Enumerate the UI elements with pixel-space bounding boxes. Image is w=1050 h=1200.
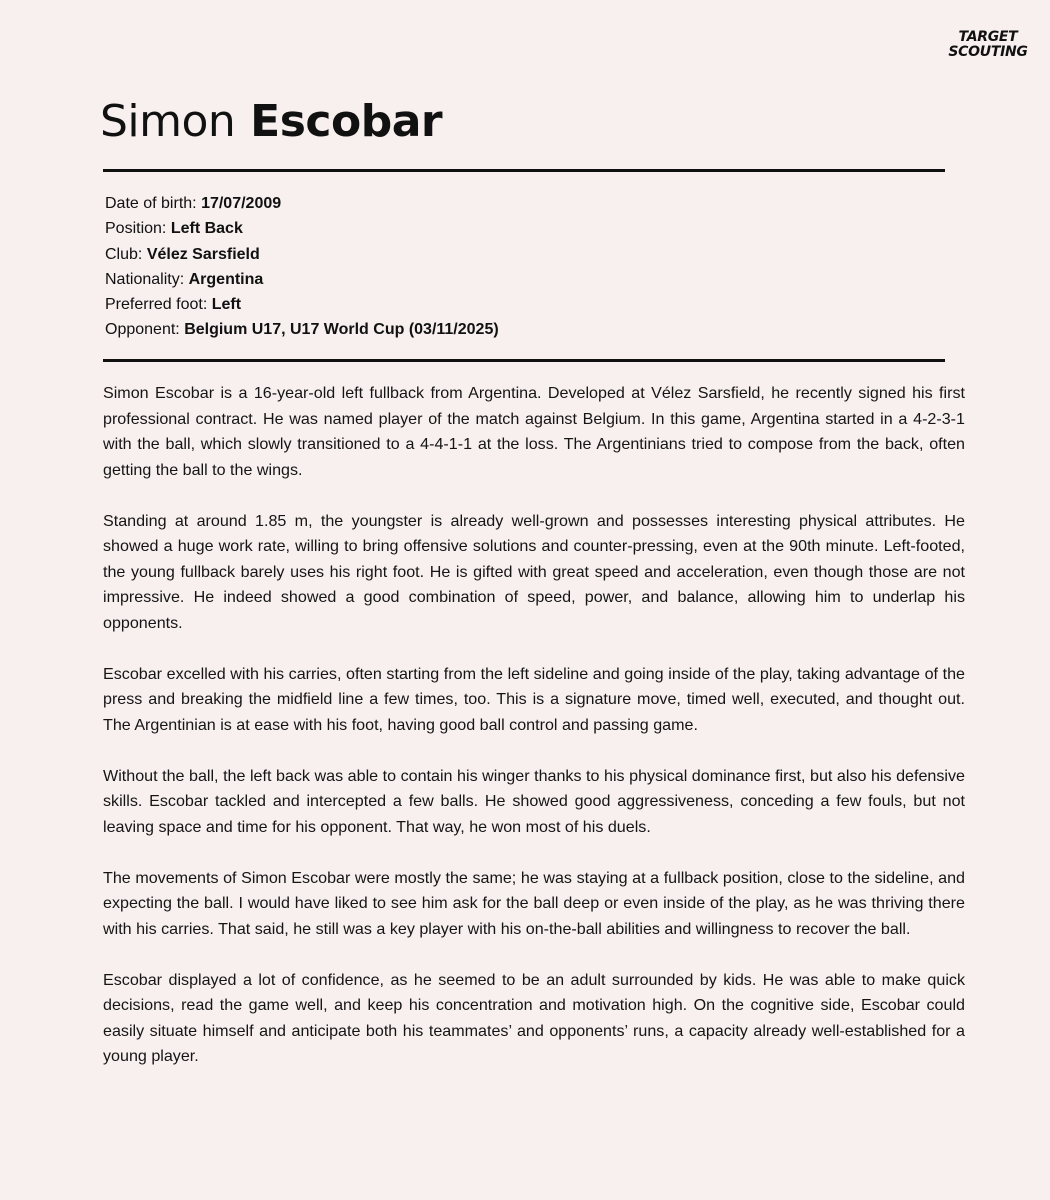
info-label: Preferred foot:	[105, 296, 208, 314]
report-paragraph: The movements of Simon Escobar were mostly the same; he was staying at a fullback position, close to the sideline, and expecting the ball. I would have liked to see him ask for the ball deep or even inside of the play, as he was thriving there with his carries. That said, he still was a key player with his on-the-ball abilities and willingness to recover the ball.	[103, 868, 965, 938]
info-row-club	[105, 242, 499, 267]
top-divider	[103, 169, 945, 172]
info-label: Club:	[105, 245, 143, 263]
player-name-title	[100, 92, 442, 152]
player-info-block	[105, 191, 499, 343]
info-value: Belgium U17, U17 World Cup (03/11/2025)	[184, 321, 499, 339]
info-row-position	[105, 216, 499, 241]
brand-logo-line-2: SCOUTING	[948, 44, 1028, 60]
info-value: 17/07/2009	[201, 195, 282, 212]
info-row-date-of-birth	[105, 191, 499, 216]
info-value: Left	[211, 296, 242, 314]
report-paragraph: Escobar displayed a lot of confidence, as he seemed to be an adult surrounded by kids. He was able to make quick decisions, read the game well, and keep his concentration and motivation high. On the cognitive side, Escobar could easily situate himself and anticipate both his teammates’ and opponents’ runs, a capacity already well-established for a young player.	[103, 970, 965, 1065]
info-row-preferred-foot	[105, 292, 499, 317]
brand-logo	[942, 30, 1034, 60]
info-row-nationality	[105, 267, 499, 292]
report-paragraph: Simon Escobar is a 16-year-old left fullback from Argentina. Developed at Vélez Sarsfield, he recently signed his first professional contract. He was named player of the match against Belgium. In this game, Argentina started in a 4-2-3-1 with the ball, which slowly transitioned to a 4-4-1-1 at the loss. The Argentinians tried to compose from the back, often getting the ball to the wings.	[103, 384, 965, 479]
info-value: Argentina	[188, 270, 264, 288]
info-label: Date of birth:	[105, 195, 197, 212]
bottom-divider	[103, 359, 945, 362]
info-label: Position:	[105, 220, 167, 238]
info-value: Left Back	[170, 220, 243, 238]
info-value: Vélez Sarsfield	[146, 245, 260, 263]
brand-logo-line-1: TARGET	[958, 29, 1018, 45]
report-paragraph: Escobar excelled with his carries, often starting from the left sideline and going inside of the play, taking advantage of the press and breaking the midfield line a few times, too. This is a signature move, timed well, executed, and thought out. The Argentinian is at ease with his foot, having good ball control and passing game.	[103, 664, 965, 734]
info-row-opponent	[105, 317, 499, 342]
player-first-name: Simon	[100, 96, 236, 147]
info-label: Opponent:	[105, 321, 180, 339]
info-label: Nationality:	[105, 270, 185, 288]
scouting-report-body	[103, 381, 965, 1095]
report-paragraph: Without the ball, the left back was able to contain his winger thanks to his physical dominance first, but also his defensive skills. Escobar tackled and intercepted a few balls. He showed good aggressiveness, conceding a few fouls, but not leaving space and time for his opponent. That way, he won most of his duels.	[103, 766, 965, 836]
player-last-name: Escobar	[250, 96, 443, 147]
report-paragraph: Standing at around 1.85 m, the youngster is already well-grown and possesses interesting physical attributes. He showed a huge work rate, willing to bring offensive solutions and counter-pressing, even at the 90th minute. Left-footed, the young fullback barely uses his right foot. He is gifted with great speed and acceleration, even though those are not impressive. He indeed showed a good combination of speed, power, and balance, allowing him to underlap his opponents.	[103, 511, 965, 632]
